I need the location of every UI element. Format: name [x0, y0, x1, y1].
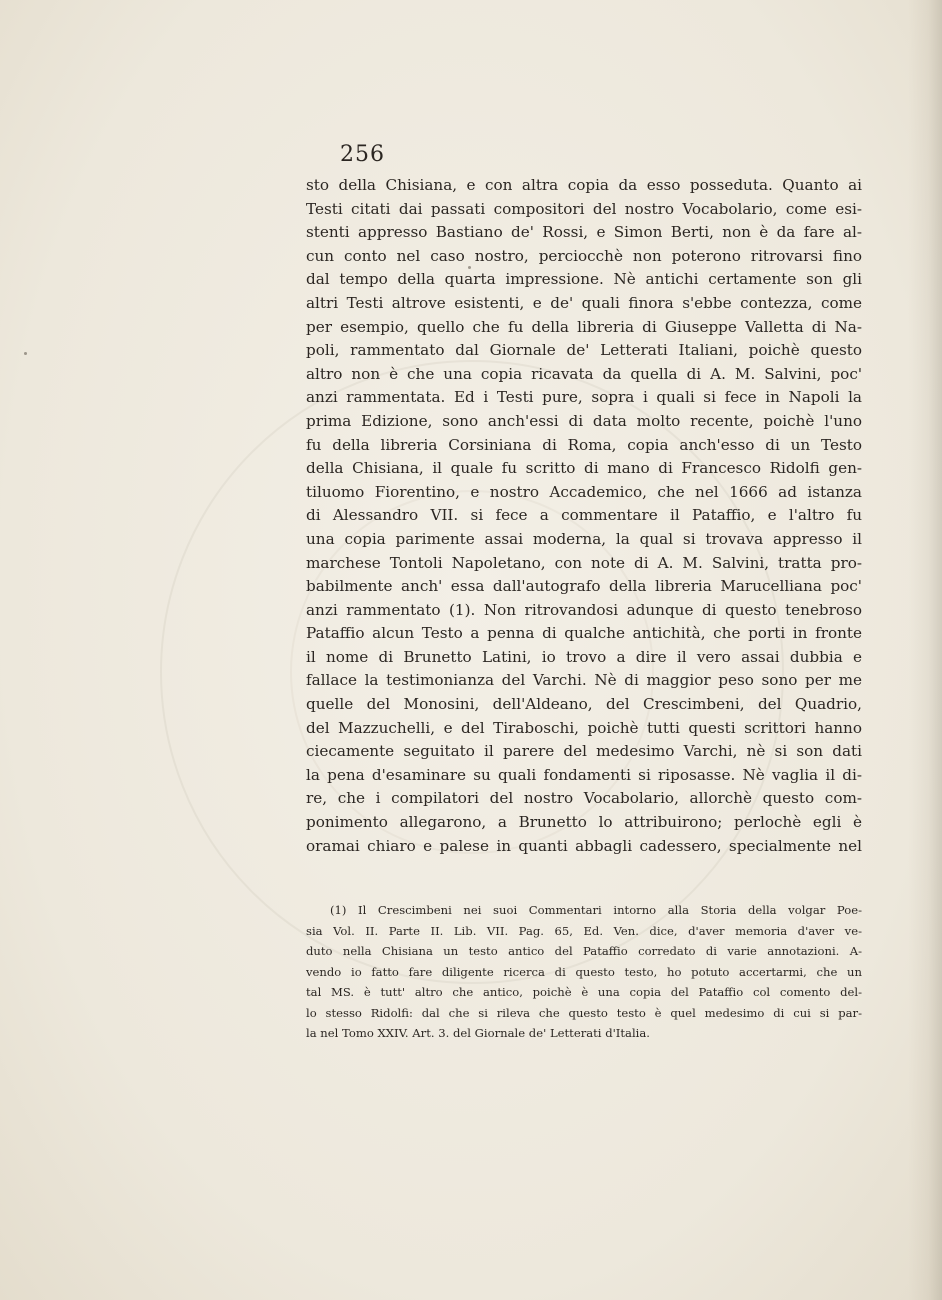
- footnote-line: duto nella Chisiana un testo antico del Pataffio corredato di varie annotazioni. A-: [306, 944, 862, 958]
- text-line: altro non è che una copia ricavata da quella di A. M. Salvini, poc': [306, 364, 862, 383]
- text-line: poli, rammentato dal Giornale de' Letterati Italiani, poichè questo: [306, 341, 862, 360]
- text-line: una copia parimente assai moderna, la qual si trovava appresso il: [306, 529, 862, 548]
- text-line: Pataffio alcun Testo a penna di qualche antichità, che porti in fronte: [306, 624, 862, 643]
- footnote-line: tal MS. è tutt' altro che antico, poichè è una copia del Pataffio col comento del-: [306, 985, 862, 999]
- text-line: fallace la testimonianza del Varchi. Nè di maggior peso sono per me: [306, 671, 862, 690]
- footnote-block: [306, 900, 862, 1044]
- text-line: ciecamente seguitato il parere del medesimo Varchi, nè si son dati: [306, 742, 862, 761]
- paper-speck: [24, 352, 27, 355]
- text-line: stenti appresso Bastiano de' Rossi, e Simon Berti, non è da fare al-: [306, 223, 862, 242]
- text-line: anzi rammentata. Ed i Testi pure, sopra i quali si fece in Napoli la: [306, 388, 862, 407]
- text-line: di Alessandro VII. si fece a commentare il Pataffio, e l'altro fu: [306, 506, 862, 525]
- footnote-line: vendo io fatto fare diligente ricerca di questo testo, ho potuto accertarmi, che un: [306, 964, 862, 979]
- text-line: per esempio, quello che fu della libreria di Giuseppe Valletta di Na-: [306, 317, 862, 336]
- text-line: fu della libreria Corsiniana di Roma, copia anch'esso di un Testo: [306, 435, 862, 454]
- text-line: il nome di Brunetto Latini, io trovo a dire il vero assai dubbia e: [306, 647, 862, 666]
- text-line: della Chisiana, il quale fu scritto di mano di Francesco Ridolfi gen-: [306, 459, 862, 478]
- text-line: cun conto nel caso nostro, perciocchè non poterono ritrovarsi fino: [306, 246, 862, 265]
- text-line: ponimento allegarono, a Brunetto lo attribuirono; perlochè egli è: [306, 813, 862, 832]
- footnote-line: lo stesso Ridolfi: dal che si rileva che questo testo è quel medesimo di cui si par-: [306, 1005, 862, 1020]
- main-text-block: [306, 174, 862, 858]
- text-line: la pena d'esaminare su quali fondamenti si riposasse. Nè vaglia il di-: [306, 765, 862, 784]
- text-line: quelle del Monosini, dell'Aldeano, del Crescimbeni, del Quadrio,: [306, 695, 862, 714]
- footnote-line: la nel Tomo XXIV. Art. 3. del Giornale de' Letterati d'Italia.: [306, 1026, 650, 1040]
- text-line: altri Testi altrove esistenti, e de' quali finora s'ebbe contezza, come: [306, 293, 862, 312]
- page-number: 256: [340, 142, 385, 167]
- footnote-line: sia Vol. II. Parte II. Lib. VII. Pag. 65, Ed. Ven. dice, d'aver memoria d'aver ve-: [306, 923, 862, 938]
- text-line: prima Edizione, sono anch'essi di data molto recente, poichè l'uno: [306, 411, 862, 430]
- text-line: oramai chiaro e palese in quanti abbagli cadessero, specialmente nel: [306, 836, 862, 855]
- text-line: re, che i compilatori del nostro Vocabolario, allorchè questo com-: [306, 789, 862, 808]
- text-line: dal tempo della quarta impressione. Nè antichi certamente son gli: [306, 270, 862, 289]
- text-line: tiluomo Fiorentino, e nostro Accademico, che nel 1666 ad istanza: [306, 482, 862, 501]
- text-line: anzi rammentato (1). Non ritrovandosi adunque di questo tenebroso: [306, 600, 862, 619]
- text-line: del Mazzuchelli, e del Tiraboschi, poichè tutti questi scrittori hanno: [306, 718, 862, 737]
- text-line: babilmente anch' essa dall'autografo della libreria Marucelliana poc': [306, 577, 862, 596]
- text-line: Testi citati dai passati compositori del nostro Vocabolario, come esi-: [306, 199, 862, 218]
- page-edge-shadow: [908, 0, 942, 1300]
- text-line: sto della Chisiana, e con altra copia da esso posseduta. Quanto ai: [306, 176, 862, 194]
- text-line: marchese Tontoli Napoletano, con note di A. M. Salvini, tratta pro-: [306, 553, 862, 572]
- footnote-line: (1) Il Crescimbeni nei suoi Commentari intorno alla Storia della volgar Poe-: [330, 903, 862, 917]
